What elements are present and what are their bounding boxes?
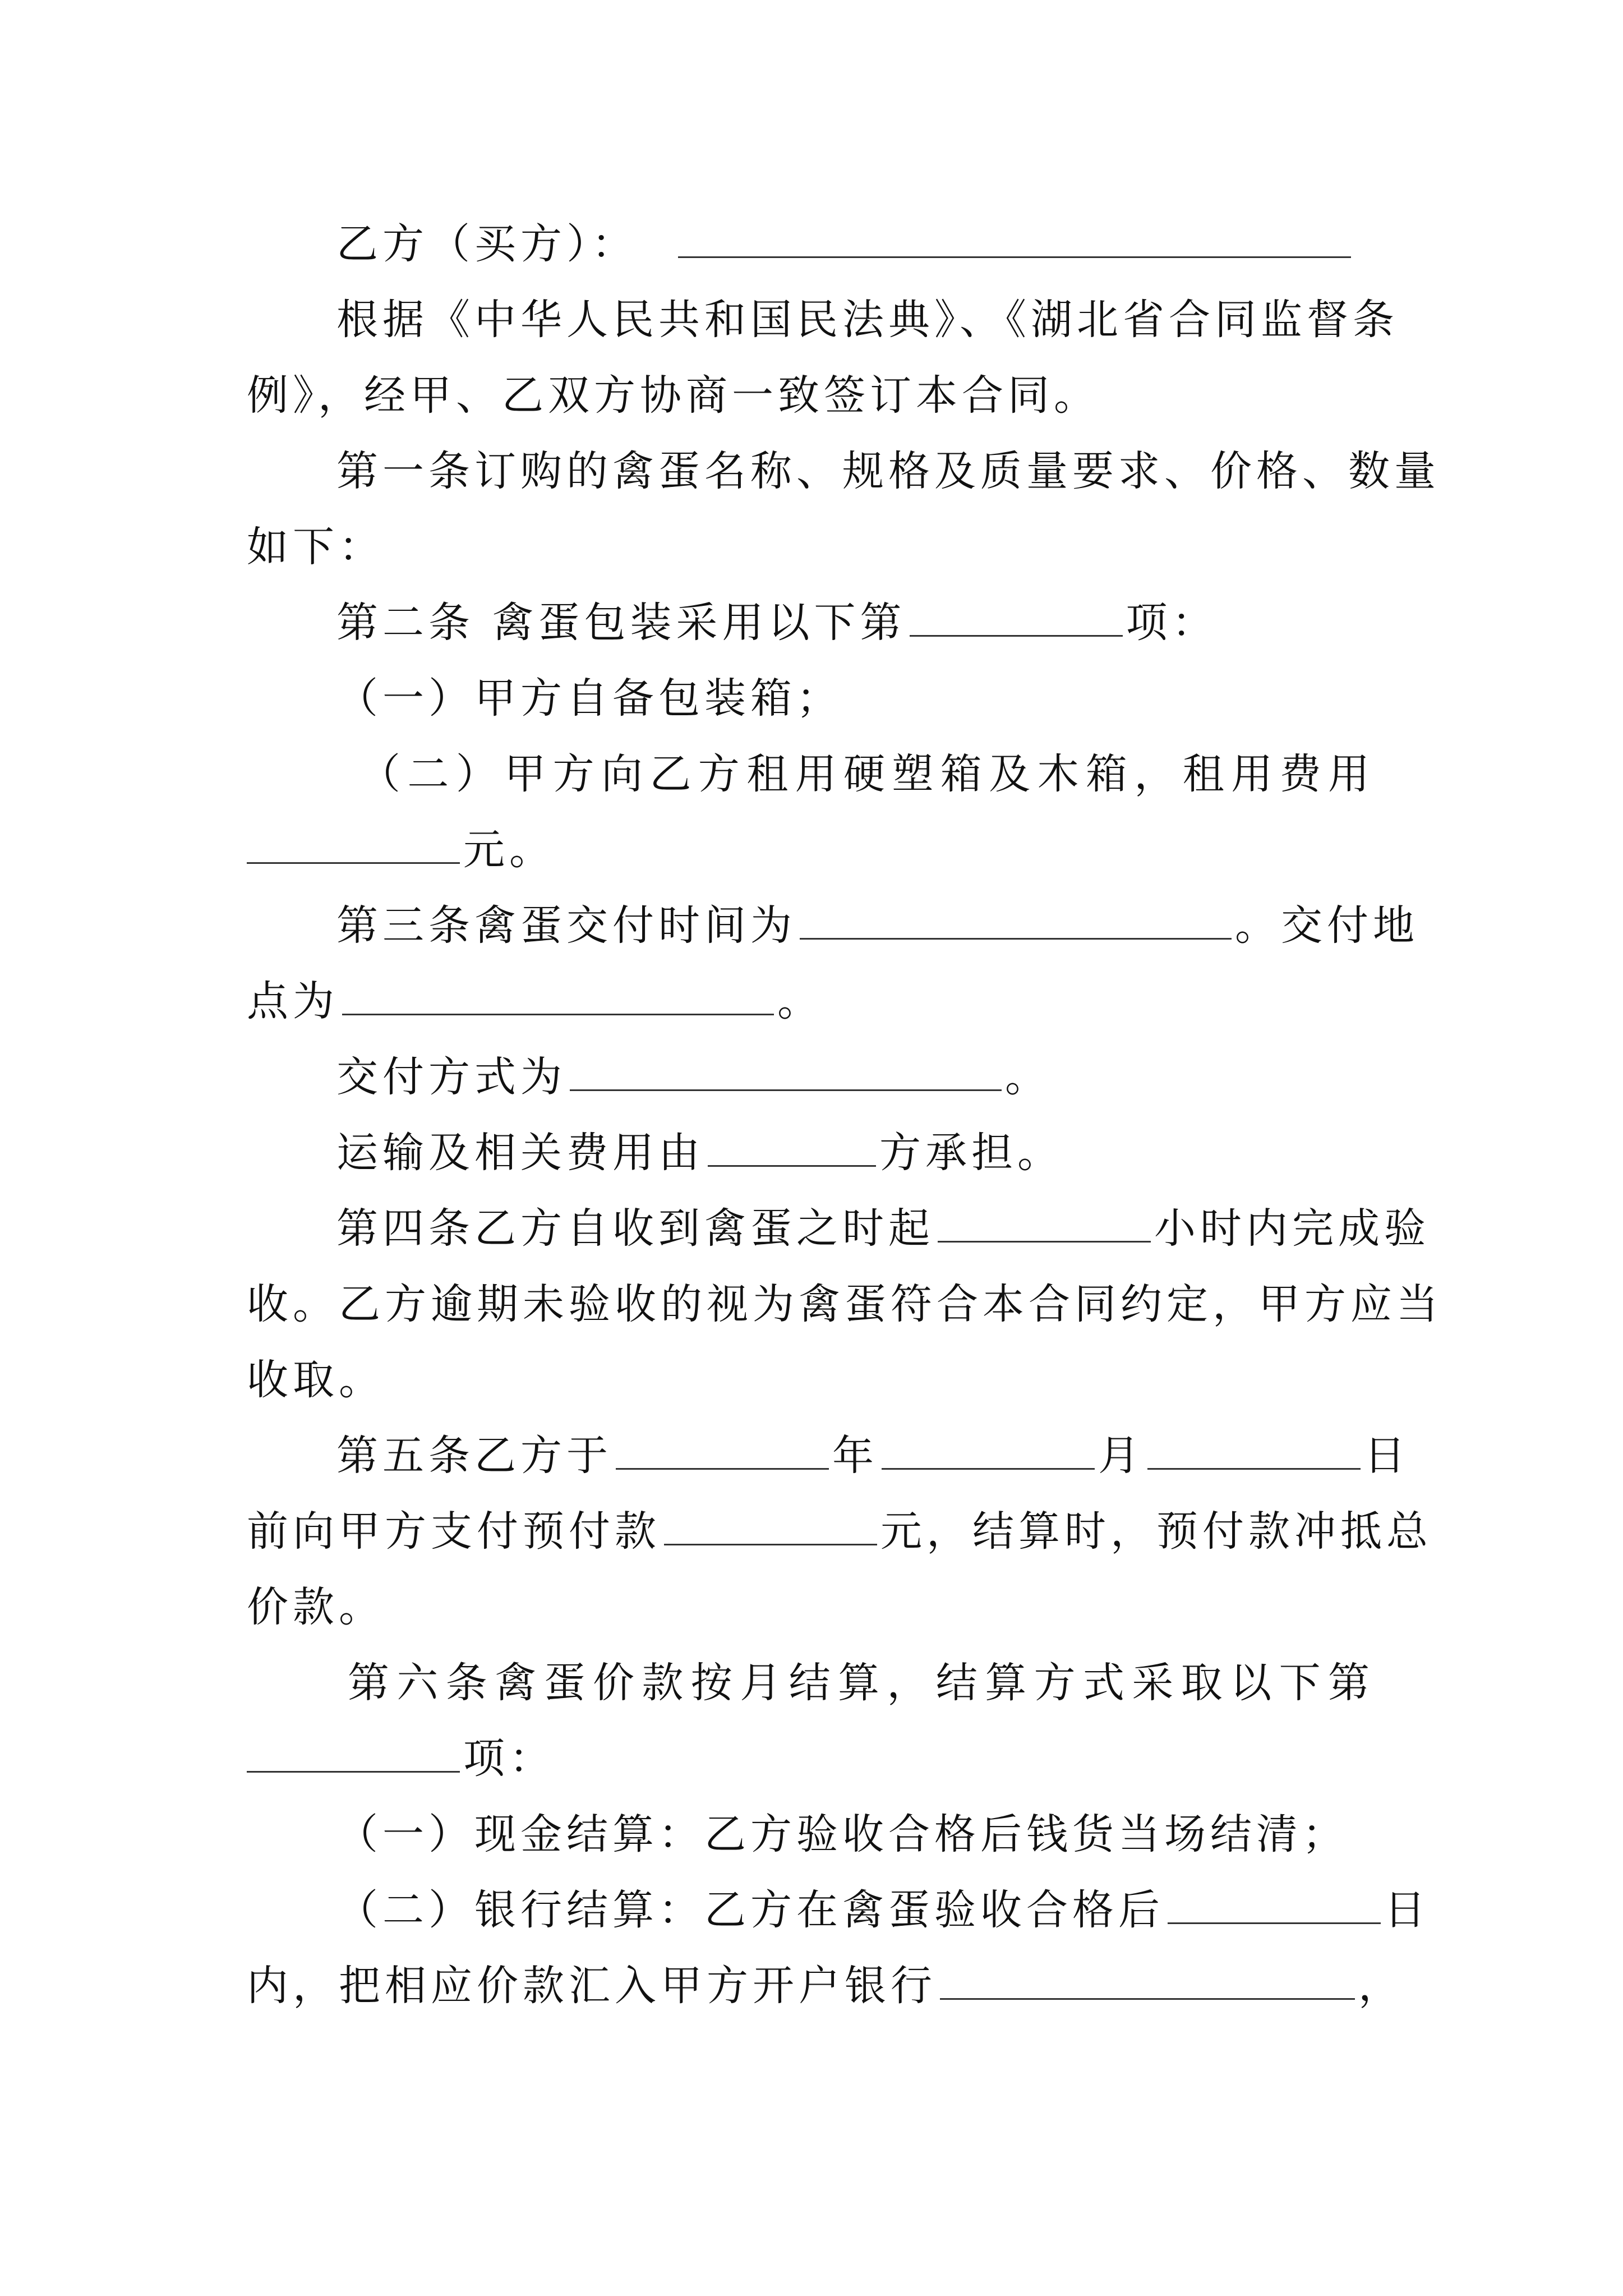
transport-cost-suffix: 方承担。 [879, 1129, 1063, 1177]
package-option-blank [910, 600, 1123, 637]
bank-days-suffix: 日 [1384, 1886, 1430, 1934]
inspection-hours-blank [938, 1206, 1151, 1243]
article2-suffix: 项： [1126, 599, 1218, 647]
month-label: 月 [1098, 1432, 1144, 1480]
article4-text: 第四条乙方自收到禽蛋之时起 [336, 1204, 934, 1253]
article5-prepay-label: 前向甲方支付预付款 [247, 1507, 661, 1556]
article5-text: 第五条乙方于 [336, 1432, 612, 1480]
buyer-name-blank [678, 222, 1351, 258]
basis-line-2: 例》，经甲、乙双方协商一致签订本合同。 [247, 371, 1100, 420]
article1-line-2: 如下： [247, 523, 385, 571]
article4-line-2: 收。乙方逾期未验收的视为禽蛋符合本合同约定，甲方应当 [247, 1280, 1442, 1328]
settlement-option-blank [247, 1736, 460, 1773]
article5-line-2 [247, 1503, 1432, 1559]
article3-delivery-place-label: 。交付地 [1235, 901, 1419, 950]
cost-party-blank [708, 1130, 876, 1167]
article3-delivery-time-label: 第三条禽蛋交付时间为 [336, 901, 796, 950]
rental-fee-unit: 元。 [463, 826, 555, 874]
article3-cost-line [336, 1125, 1063, 1181]
bank-settlement-text: （二）银行结算：乙方在禽蛋验收合格后 [336, 1886, 1164, 1934]
article3-place-suffix: 。 [777, 977, 823, 1025]
delivery-place-blank [342, 979, 774, 1015]
article3-line-2 [247, 973, 823, 1029]
delivery-time-blank [800, 903, 1232, 940]
article2-option-1: （一）甲方自备包装箱； [336, 674, 842, 723]
article6-option-1: （一）现金结算：乙方验收合格后钱货当场结清； [336, 1810, 1348, 1858]
article5-line-3: 价款。 [247, 1583, 385, 1631]
article2-line [336, 595, 1218, 651]
article5-prepay-suffix: 元，结算时，预付款冲抵总 [880, 1507, 1432, 1556]
transport-cost-label: 运输及相关费用由 [336, 1129, 704, 1177]
bank-account-blank [940, 1963, 1355, 2000]
article6-line-2 [247, 1731, 555, 1787]
buyer-label: 乙方（买方）： [336, 220, 638, 268]
article6-suffix: 项： [463, 1734, 555, 1783]
prepay-amount-blank [664, 1509, 877, 1545]
article6-option-2-line-2 [247, 1958, 1404, 2014]
article1-line-1: 第一条订购的禽蛋名称、规格及质量要求、价格、数量 [336, 447, 1440, 495]
prepay-day-blank [1147, 1433, 1361, 1470]
article4-suffix: 小时内完成验 [1154, 1204, 1430, 1253]
article6-option-2-line-1 [336, 1882, 1430, 1938]
delivery-method-suffix: 。 [1005, 1053, 1051, 1101]
bank-account-suffix: ， [1358, 1962, 1404, 2010]
prepay-month-blank [882, 1433, 1095, 1470]
article3-line-1 [336, 898, 1419, 954]
article3-place-prefix: 点为 [247, 977, 339, 1025]
basis-line-1: 根据《中华人民共和国民法典》、《湖北省合同监督条 [336, 296, 1399, 344]
article2-option-2-line-1: （二）甲方向乙方租用硬塑箱及木箱，租用费用 [359, 750, 1374, 798]
article2-text: 第二条 禽蛋包装采用以下第 [336, 599, 906, 647]
delivery-method-label: 交付方式为 [336, 1053, 566, 1101]
article4-line-1 [336, 1200, 1430, 1257]
buyer-line [336, 216, 1354, 272]
rental-fee-blank [247, 827, 460, 864]
bank-days-blank [1168, 1888, 1381, 1924]
day-label: 日 [1364, 1432, 1410, 1480]
article5-line-1 [336, 1428, 1410, 1484]
bank-account-text: 内，把相应价款汇入甲方开户银行 [247, 1962, 937, 2010]
article2-option-2-line-2 [247, 822, 555, 878]
delivery-method-blank [570, 1055, 1002, 1091]
article6-line-1: 第六条禽蛋价款按月结算，结算方式采取以下第 [348, 1659, 1374, 1707]
prepay-year-blank [616, 1433, 829, 1470]
article3-method-line [336, 1049, 1051, 1105]
article4-line-3: 收取。 [247, 1356, 385, 1404]
year-label: 年 [832, 1432, 878, 1480]
